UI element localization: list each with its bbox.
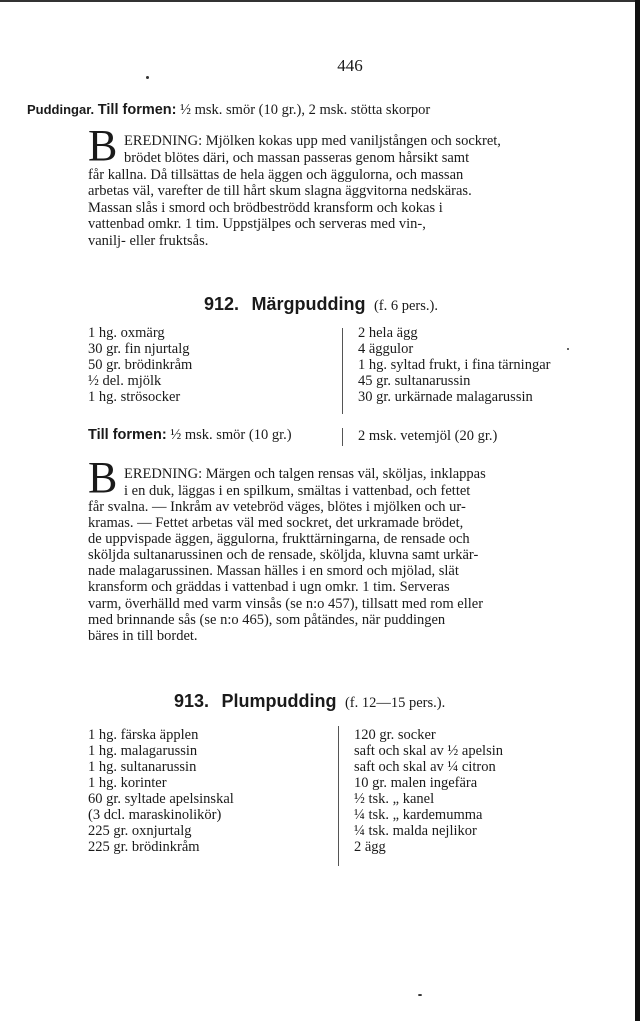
beredning-line: EREDNING: Märgen och talgen rensas väl, sköljas, inklappas <box>124 466 486 482</box>
ingredient-item: 2 ägg <box>354 839 386 855</box>
page-number: 446 <box>337 56 363 75</box>
ingredient-item: 45 gr. sultanarussin <box>358 373 471 389</box>
beredning-line: arbetas väl, varefter de till hårt skum slagna äggvitorna nedskäras. <box>88 183 472 199</box>
recipe-serves: (f. 6 pers.). <box>373 298 438 314</box>
beredning-line: med brinnande sås (se n:o 465), som påtändes, när puddingen <box>88 612 446 628</box>
ingredient-item: (3 dcl. maraskinolikör) <box>88 807 222 823</box>
ingredient-item: ¼ tsk. „ kardemumma <box>354 807 483 823</box>
beredning-line: nade malagarussinen. Massan hälles i en smord och mjölad, slät <box>88 563 459 579</box>
ingredient-item: 10 gr. malen ingefära <box>354 775 478 791</box>
beredning-line: bäres in till bordet. <box>88 628 198 644</box>
scan-speck <box>567 348 569 350</box>
ingredient-item: ¼ tsk. malda nejlikor <box>354 823 477 839</box>
recipe-number: 912. <box>204 294 240 314</box>
recipe-913-heading <box>174 691 445 712</box>
ingredient-item: 1 hg. strösocker <box>88 389 181 405</box>
ingredient-item: 2 hela ägg <box>358 325 418 341</box>
intro-formen-line <box>27 102 430 118</box>
drop-cap: B <box>88 453 118 502</box>
ingredient-item: 1 hg. oxmärg <box>88 325 165 341</box>
ingredient-item: 30 gr. urkärnade malagarussin <box>358 389 533 405</box>
recipe-912-heading <box>204 294 438 315</box>
ingredient-item: 60 gr. syltade apelsinskal <box>88 791 234 807</box>
beredning-line: de uppvispade äggen, äggulorna, frukttärningarna, de rensade och <box>88 531 470 547</box>
recipe-title: Plumpudding <box>221 691 337 711</box>
ingredient-item: 4 äggulor <box>358 341 414 357</box>
formen-label: Till formen: <box>97 102 177 118</box>
ingredient-item: 1 hg. korinter <box>88 775 167 791</box>
ingredient-item: 225 gr. brödinkråm <box>88 839 200 855</box>
ingredient-item: 120 gr. socker <box>354 727 436 743</box>
beredning-line: varm, överhälld med varm vinsås (se n:o 457), tillsatt med rom eller <box>88 596 484 612</box>
formen-right: 2 msk. vetemjöl (20 gr.) <box>358 428 498 444</box>
recipe-serves: (f. 12—15 pers.). <box>344 695 446 711</box>
column-divider <box>342 428 343 446</box>
ingredient-item: saft och skal av ½ apelsin <box>354 743 503 759</box>
ingredient-item: 1 hg. malagarussin <box>88 743 198 759</box>
ingredient-item: 225 gr. oxnjurtalg <box>88 823 192 839</box>
beredning-line: får svalna. — Inkråm av vetebröd väges, blötes i mjölken och ur- <box>88 499 466 515</box>
beredning-line: sköljda sultanarussinen och de rensade, sköljda, kluvna samt urkär- <box>88 547 479 563</box>
ingredient-item: 30 gr. fin njurtalg <box>88 341 190 357</box>
recipe-number: 913. <box>174 691 210 711</box>
beredning-line: brödet blötes däri, och massan passeras genom hårsikt samt <box>124 150 470 166</box>
ingredient-item: 1 hg. syltad frukt, i fina tärningar <box>358 357 551 373</box>
beredning-line: Massan slås i smord och brödbeströdd kransform och kokas i <box>88 200 443 216</box>
recipe-912-formen-line <box>88 428 292 443</box>
beredning-line: kramas. — Fettet arbetas väl med sockret, det urkramade brödet, <box>88 515 464 531</box>
beredning-line: vanilj- eller fruktsås. <box>88 233 209 249</box>
ingredient-item: ½ tsk. „ kanel <box>354 791 435 807</box>
beredning-line: kransform och gräddas i vattenbad i ugn omkr. 1 tim. Serveras <box>88 579 450 595</box>
column-divider <box>342 328 343 414</box>
ingredient-item: 1 hg. färska äpplen <box>88 727 199 743</box>
page-top-edge <box>0 0 640 2</box>
formen-label: Till formen: <box>88 427 167 443</box>
ingredient-item: saft och skal av ¼ citron <box>354 759 496 775</box>
column-divider <box>338 726 339 866</box>
formen-left: ½ msk. smör (10 gr.) <box>170 427 292 443</box>
ingredient-item: ½ del. mjölk <box>88 373 162 389</box>
beredning-line: EREDNING: Mjölken kokas upp med vaniljstången och sockret, <box>124 133 501 149</box>
formen-text: ½ msk. smör (10 gr.), 2 msk. stötta skorpor <box>180 102 431 118</box>
scan-speck <box>146 76 149 79</box>
recipe-title: Märgpudding <box>251 294 366 314</box>
beredning-line: vattenbad omkr. 1 tim. Uppstjälpes och serveras med vin-, <box>88 216 426 232</box>
scan-speck <box>418 994 422 996</box>
ingredient-item: 1 hg. sultanarussin <box>88 759 197 775</box>
margin-label: Puddingar. <box>27 102 95 117</box>
beredning-line: i en duk, läggas i en spilkum, smältas i vattenbad, och fettet <box>124 483 471 499</box>
ingredient-item: 50 gr. brödinkråm <box>88 357 193 373</box>
page-right-edge <box>635 0 640 1021</box>
beredning-line: får kallna. Då tillsättas de hela äggen och äggulorna, och massan <box>88 167 464 183</box>
drop-cap: B <box>88 121 118 170</box>
